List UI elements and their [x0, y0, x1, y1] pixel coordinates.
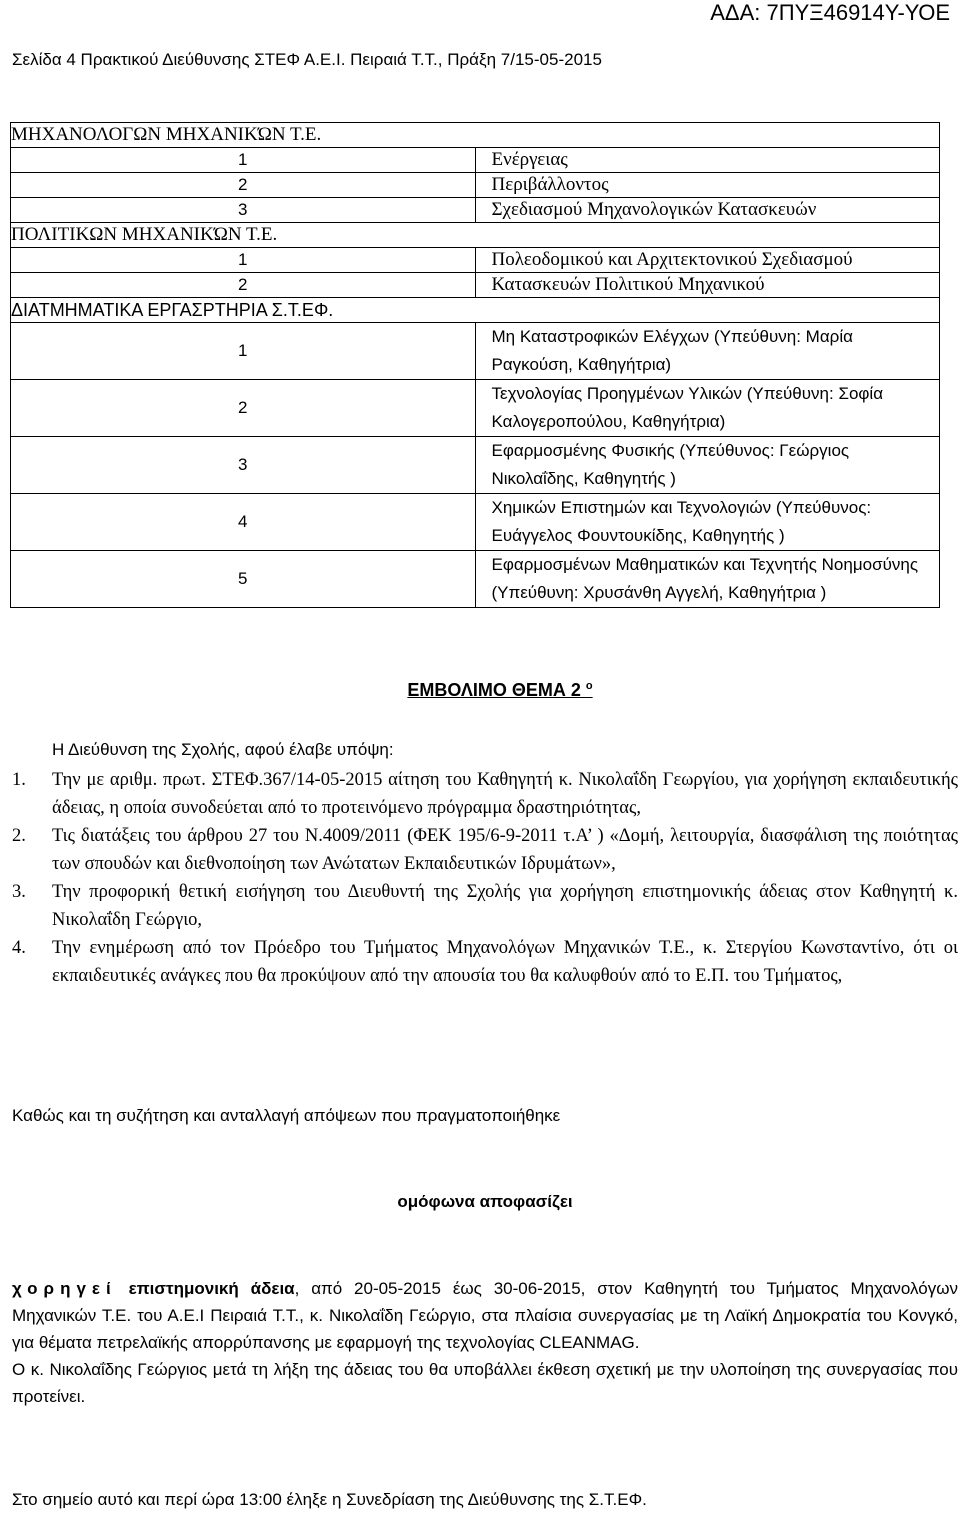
- section-civil: ΠΟΛΙΤΙΚΩΝ ΜΗΧΑΝΙΚΏΝ Τ.Ε.: [11, 223, 940, 248]
- departments-table: [10, 122, 940, 608]
- lab-name: Τεχνολογίας Προηγμένων Υλικών (Υπεύθυνη: Σοφία Καλογεροπούλου, Καθηγήτρια): [475, 380, 940, 437]
- considerations-list: [12, 766, 958, 990]
- row-number: 1: [11, 148, 476, 173]
- section-interdepartmental: ΔΙΑΤΜΗΜΑΤΙΚΑ ΕΡΓΑΣΡΤΗΡΙΑ Σ.Τ.ΕΦ.: [11, 298, 940, 323]
- lab-name: Ενέργειας: [475, 148, 940, 173]
- unanimous-decision-heading: ομόφωνα αποφασίζει: [397, 1192, 573, 1211]
- page-header: Σελίδα 4 Πρακτικού Διεύθυνσης ΣΤΕΦ Α.Ε.Ι. Πειραιά Τ.Τ., Πράξη 7/15-05-2015: [12, 50, 602, 69]
- lab-name: Μη Καταστροφικών Ελέγχων (Υπεύθυνη: Μαρία Ραγκούση, Καθηγήτρια): [475, 323, 940, 380]
- decision-second: Ο κ. Νικολαΐδης Γεώργιος μετά τη λήξη της άδειας του θα υποβάλλει έκθεση σχετική με την υλοποίηση της συνεργασίας που προτείνει.: [12, 1360, 958, 1406]
- decision-verb: χορηγεί: [12, 1279, 117, 1298]
- lab-name: Κατασκευών Πολιτικού Μηχανικού: [475, 273, 940, 298]
- row-number: 3: [11, 198, 476, 223]
- list-item: 3. Την προφορική θετική εισήγηση του Διευθυντή της Σχολής για χορήγηση επιστημονικής άδειας στον Καθηγητή κ. Νικολαΐδη Γεώργιο,: [12, 882, 958, 930]
- decision-bold: επιστημονική άδεια: [128, 1279, 295, 1298]
- row-number: 2: [11, 380, 476, 437]
- row-number: 5: [11, 551, 476, 608]
- list-item: 4. Την ενημέρωση από τον Πρόεδρο του Τμήματος Μηχανολόγων Μηχανικών Τ.Ε., κ. Στεργίου Κωνσταντίνο, ότι οι εκπαιδευτικές ανάγκες που θα προκύψουν από την απουσία του θα καλυφθούν από το Ε.Π. του Τμήματος,: [12, 938, 958, 986]
- row-number: 2: [11, 273, 476, 298]
- closing-text: Στο σημείο αυτό και περί ώρα 13:00 έληξε η Συνεδρίαση της Διεύθυνσης της Σ.Τ.ΕΦ.: [12, 1490, 647, 1509]
- lab-name: Εφαρμοσμένης Φυσικής (Υπεύθυνος: Γεώργιος Νικολαΐδης, Καθηγητής ): [475, 437, 940, 494]
- decision-paragraph: χορηγεί επιστημονική άδεια, από 20-05-2015 έως 30-06-2015, στον Καθηγητή του Τμήματος Μηχανολόγων Μηχανικών Τ.Ε. του Α.Ε.Ι Πειραιά Τ.Τ., κ. Νικολαΐδη Γεώργιο, στα πλαίσια συνεργασίας με τη Λαϊκή Δημοκρατία του Κονγκό, για θέματα πετρελαϊκής απορρύπανσης με εφαρμογή της τεχνολογίας CLEANMAG. Ο κ. Νικολαΐδης Γεώργιος μετά τη λήξη της άδειας του θα υποβάλλει έκθεση σχετική με την υλοποίηση της συνεργασίας που προτείνει.: [12, 1279, 958, 1406]
- ada-code: ΑΔΑ: 7ΠΥΞ46914Υ-ΥΟΕ: [710, 0, 950, 25]
- lab-name: Περιβάλλοντος: [475, 173, 940, 198]
- list-item: 1. Την με αριθμ. πρωτ. ΣΤΕΦ.367/14-05-2015 αίτηση του Καθηγητή κ. Νικολαΐδη Γεωργίου, για χορήγηση εκπαιδευτικής άδειας, η οποία συνοδεύεται από το προτεινόμενο πρόγραμμα δραστηριότητας,: [12, 770, 958, 818]
- discussion-text: Καθώς και τη συζήτηση και ανταλλαγή απόψεων που πραγματοποιήθηκε: [12, 1106, 561, 1125]
- lab-name: Πολεοδομικού και Αρχιτεκτονικού Σχεδιασμού: [475, 248, 940, 273]
- row-number: 3: [11, 437, 476, 494]
- lab-name: Χημικών Επιστημών και Τεχνολογιών (Υπεύθυνος: Ευάγγελος Φουντουκίδης, Καθηγητής ): [475, 494, 940, 551]
- row-number: 1: [11, 248, 476, 273]
- insertion-topic-title: ΕΜΒΟΛΙΜΟ ΘΕΜΑ 2 $^o$: [407, 680, 593, 700]
- intro-text: Η Διεύθυνση της Σχολής, αφού έλαβε υπόψη:: [52, 740, 394, 759]
- section-mechanical: ΜΗΧΑΝΟΛΟΓΩΝ ΜΗΧΑΝΙΚΏΝ Τ.Ε.: [11, 123, 940, 148]
- list-item: 2. Τις διατάξεις του άρθρου 27 του Ν.4009/2011 (ΦΕΚ 195/6-9-2011 τ.Α’ ) «Δομή, λειτουργία, διασφάλιση της ποιότητας των σπουδών και διεθνοποίηση των Ανώτατων Εκπαιδευτικών Ιδρυμάτων»,: [12, 826, 958, 874]
- row-number: 1: [11, 323, 476, 380]
- lab-name: Σχεδιασμού Μηχανολογικών Κατασκευών: [475, 198, 940, 223]
- row-number: 2: [11, 173, 476, 198]
- row-number: 4: [11, 494, 476, 551]
- lab-name: Εφαρμοσμένων Μαθηματικών και Τεχνητής Νοημοσύνης (Υπεύθυνη: Χρυσάνθη Αγγελή, Καθηγήτρια ): [475, 551, 940, 608]
